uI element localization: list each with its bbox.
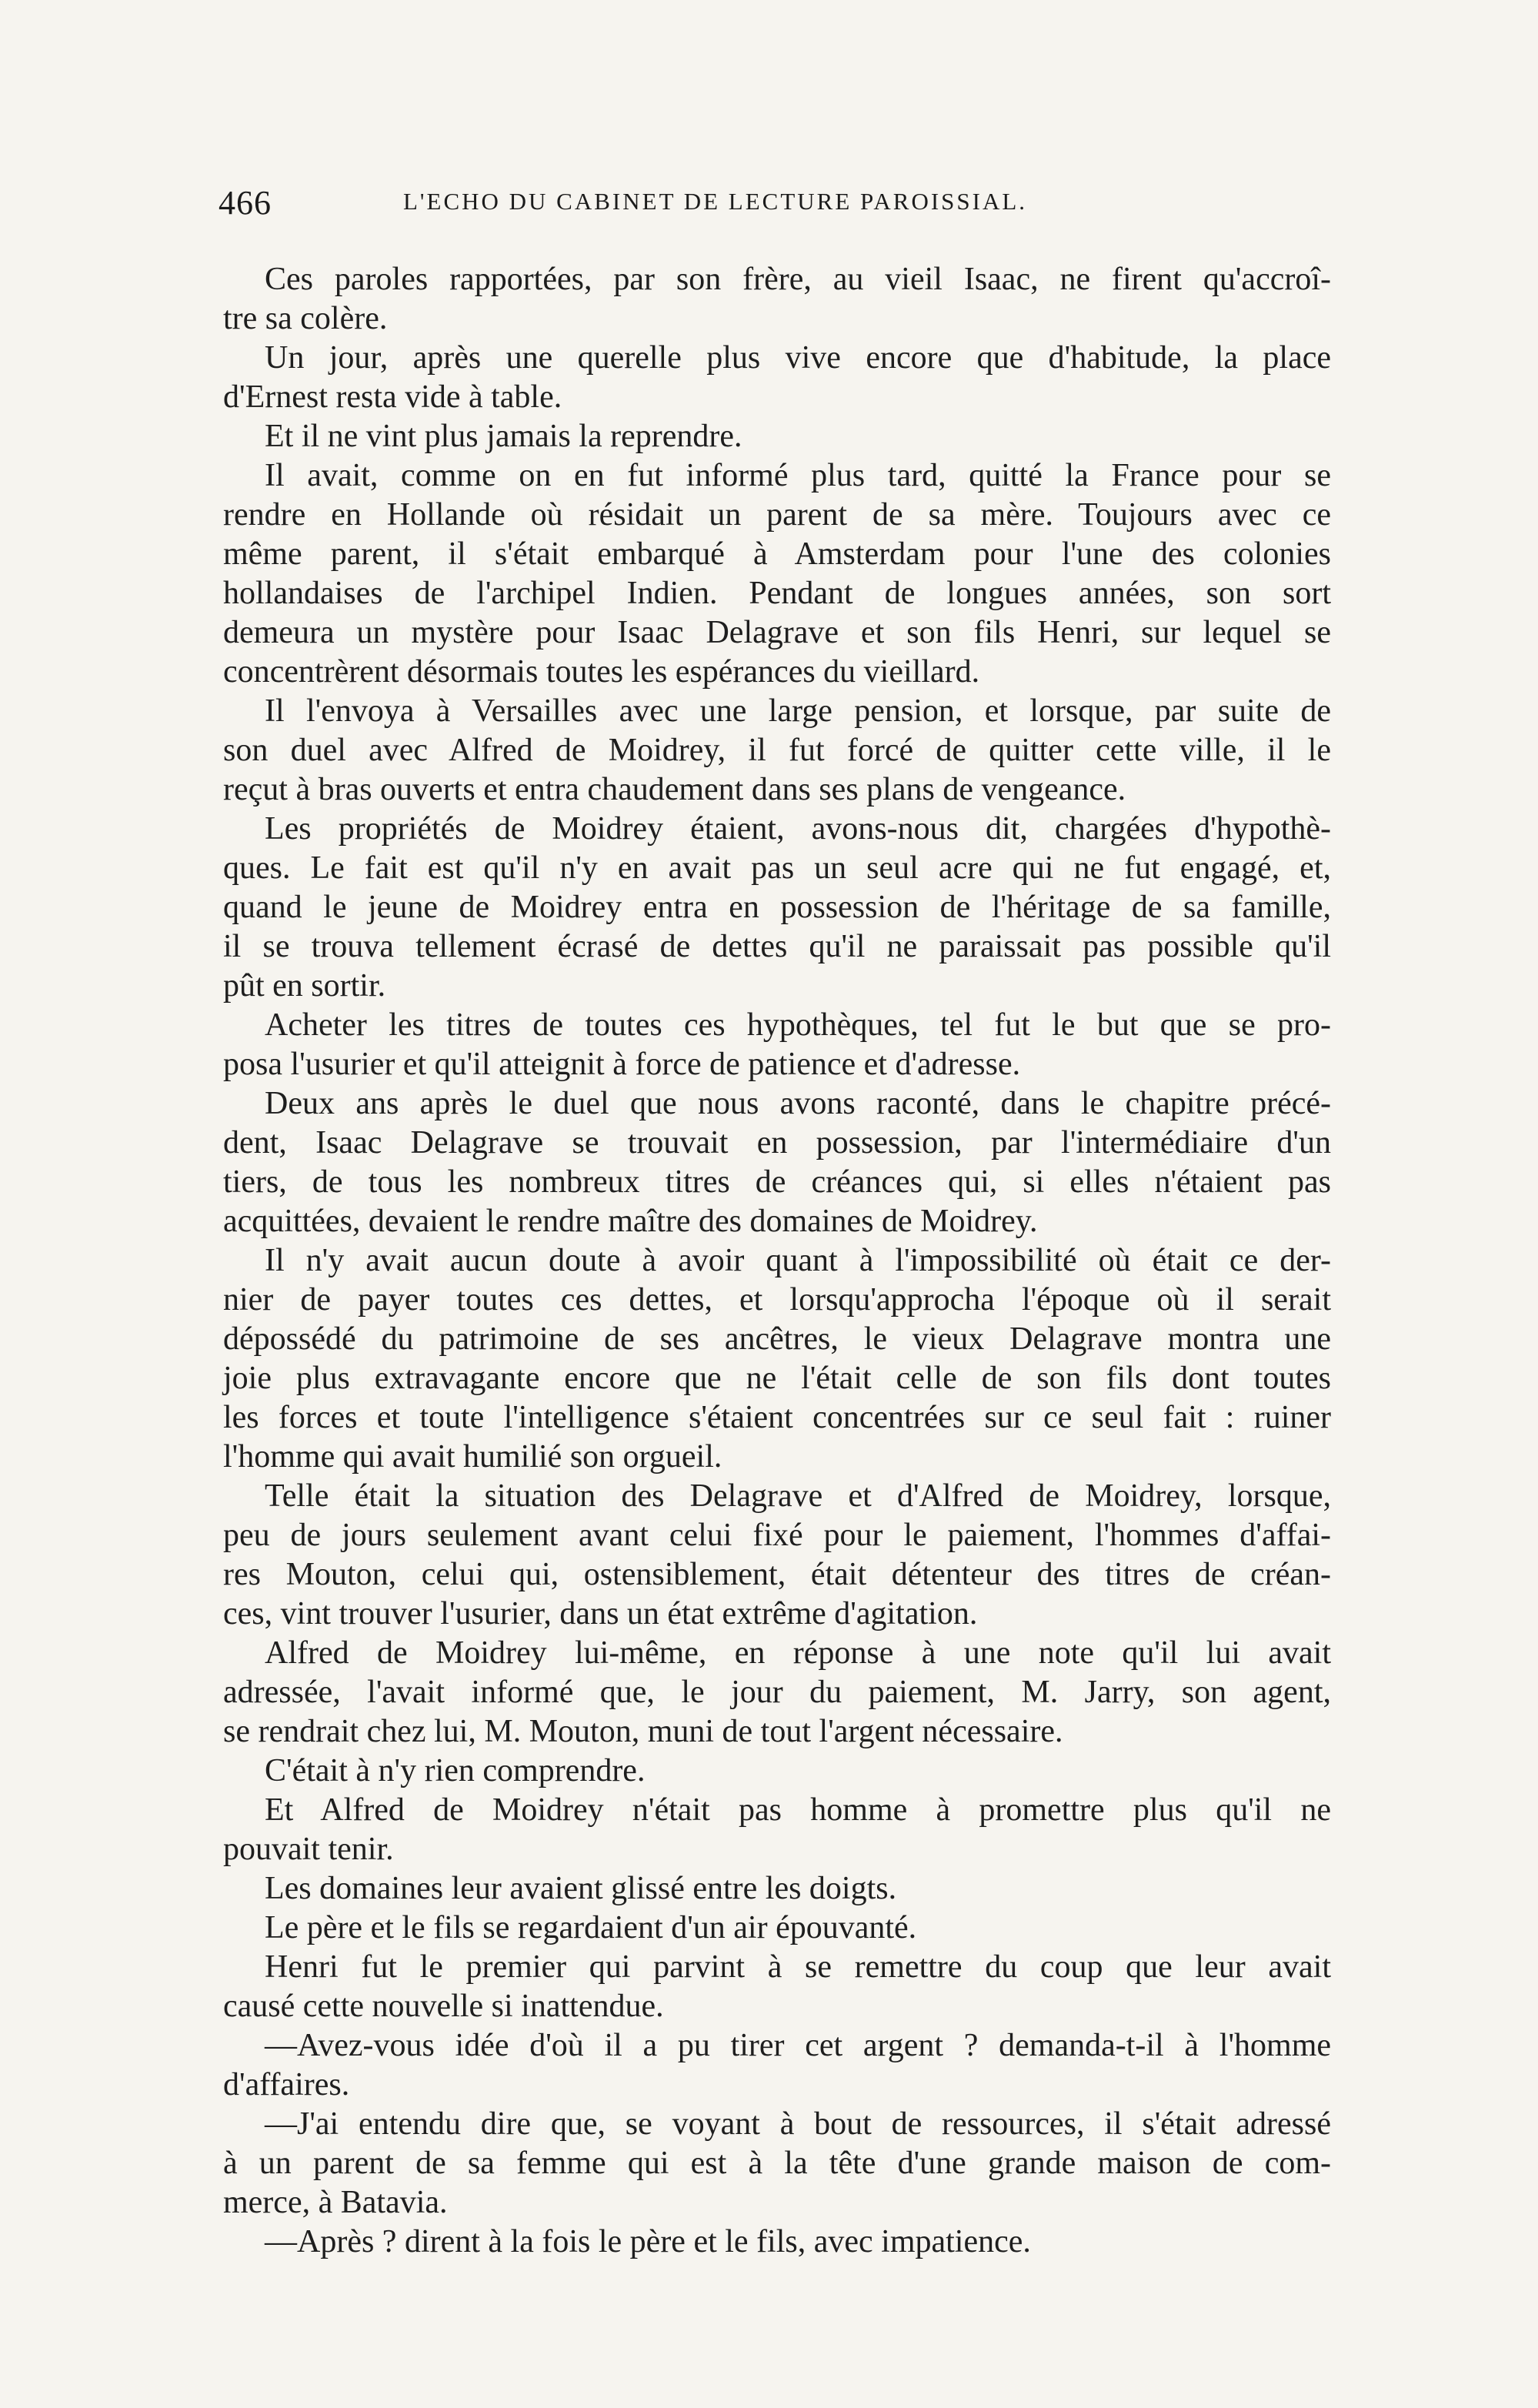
text-line: Acheter les titres de toutes ces hypothèques, tel fut le but que se pro- <box>265 1007 1331 1043</box>
text-line: il se trouva tellement écrasé de dettes qu'il ne paraissait pas possible qu'il <box>223 929 1331 964</box>
page-header <box>219 183 1350 229</box>
text-line: même parent, il s'était embarqué à Amsterdam pour l'une des colonies <box>223 536 1331 572</box>
text-line: à un parent de sa femme qui est à la tête d'une grande maison de com- <box>223 2146 1331 2181</box>
text-line: dent, Isaac Delagrave se trouvait en possession, par l'intermédiaire d'un <box>223 1125 1331 1161</box>
text-line: ques. Le fait est qu'il n'y en avait pas un seul acre qui ne fut engagé, et, <box>223 850 1331 886</box>
text-line: reçut à bras ouverts et entra chaudement dans ses plans de vengeance. <box>223 772 1126 807</box>
text-line: se rendrait chez lui, M. Mouton, muni de tout l'argent nécessaire. <box>223 1714 1063 1749</box>
text-line: C'était à n'y rien comprendre. <box>265 1753 646 1788</box>
text-line: res Mouton, celui qui, ostensiblement, était détenteur des titres de créan- <box>223 1557 1331 1592</box>
text-line: Il avait, comme on en fut informé plus tard, quitté la France pour se <box>265 458 1331 493</box>
text-line: son duel avec Alfred de Moidrey, il fut forcé de quitter cette ville, il le <box>223 733 1331 768</box>
text-line: les forces et toute l'intelligence s'étaient concentrées sur ce seul fait : ruiner <box>223 1400 1331 1435</box>
text-line: causé cette nouvelle si inattendue. <box>223 1989 664 2024</box>
text-line: tre sa colère. <box>223 301 388 336</box>
text-line: nier de payer toutes ces dettes, et lorsqu'approcha l'époque où il serait <box>223 1282 1331 1318</box>
text-line: Il n'y avait aucun doute à avoir quant à l'impossibilité où était ce der- <box>265 1243 1331 1278</box>
text-line: Ces paroles rapportées, par son frère, au vieil Isaac, ne firent qu'accroî- <box>265 262 1331 297</box>
text-line: —Après ? dirent à la fois le père et le fils, avec impatience. <box>265 2224 1031 2259</box>
text-line: Et il ne vint plus jamais la reprendre. <box>265 419 742 454</box>
text-line: rendre en Hollande où résidait un parent de sa mère. Toujours avec ce <box>223 497 1331 533</box>
text-line: ces, vint trouver l'usurier, dans un état extrême d'agitation. <box>223 1596 978 1631</box>
text-line: Les domaines leur avaient glissé entre les doigts. <box>265 1871 897 1906</box>
text-line: Il l'envoya à Versailles avec une large pension, et lorsque, par suite de <box>265 693 1331 729</box>
text-line: d'Ernest resta vide à table. <box>223 379 562 415</box>
text-line: Le père et le fils se regardaient d'un air épouvanté. <box>265 1910 917 1945</box>
text-line: acquittées, devaient le rendre maître des domaines de Moidrey. <box>223 1204 1038 1239</box>
text-line: quand le jeune de Moidrey entra en possession de l'héritage de sa famille, <box>223 890 1331 925</box>
text-line: Les propriétés de Moidrey étaient, avons-nous dit, chargées d'hypothè- <box>265 811 1331 847</box>
text-line: Alfred de Moidrey lui-même, en réponse à une note qu'il lui avait <box>265 1635 1331 1671</box>
text-line: concentrèrent désormais toutes les espérances du vieillard. <box>223 654 980 690</box>
text-line: posa l'usurier et qu'il atteignit à force de patience et d'adresse. <box>223 1047 1021 1082</box>
text-line: Un jour, après une querelle plus vive encore que d'habitude, la place <box>265 340 1331 376</box>
text-line: Et Alfred de Moidrey n'était pas homme à promettre plus qu'il ne <box>265 1792 1331 1828</box>
text-line: Henri fut le premier qui parvint à se remettre du coup que leur avait <box>265 1949 1331 1985</box>
text-line: —J'ai entendu dire que, se voyant à bout de ressources, il s'était adressé <box>265 2106 1331 2142</box>
text-line: pût en sortir. <box>223 968 386 1004</box>
text-line: demeura un mystère pour Isaac Delagrave et son fils Henri, sur lequel se <box>223 615 1331 650</box>
text-line: adressée, l'avait informé que, le jour du paiement, M. Jarry, son agent, <box>223 1675 1331 1710</box>
text-line: dépossédé du patrimoine de ses ancêtres, le vieux Delagrave montra une <box>223 1321 1331 1357</box>
running-title: L'ECHO DU CABINET DE LECTURE PAROISSIAL. <box>403 188 1028 215</box>
text-line: Telle était la situation des Delagrave et d'Alfred de Moidrey, lorsque, <box>265 1478 1331 1514</box>
text-line: —Avez-vous idée d'où il a pu tirer cet argent ? demanda-t-il à l'homme <box>265 2028 1331 2063</box>
text-line: peu de jours seulement avant celui fixé pour le paiement, l'hommes d'affai- <box>223 1518 1331 1553</box>
body-text <box>223 260 1331 2262</box>
text-line: hollandaises de l'archipel Indien. Pendant de longues années, son sort <box>223 576 1331 611</box>
text-line: pouvait tenir. <box>223 1832 394 1867</box>
text-line: Deux ans après le duel que nous avons raconté, dans le chapitre précé- <box>265 1086 1331 1121</box>
text-line: merce, à Batavia. <box>223 2185 448 2220</box>
text-line: d'affaires. <box>223 2067 350 2102</box>
page-number: 466 <box>219 184 272 222</box>
text-line: joie plus extravagante encore que ne l'était celle de son fils dont toutes <box>223 1361 1331 1396</box>
text-line: l'homme qui avait humilié son orgueil. <box>223 1439 722 1475</box>
text-line: tiers, de tous les nombreux titres de créances qui, si elles n'étaient pas <box>223 1164 1331 1200</box>
